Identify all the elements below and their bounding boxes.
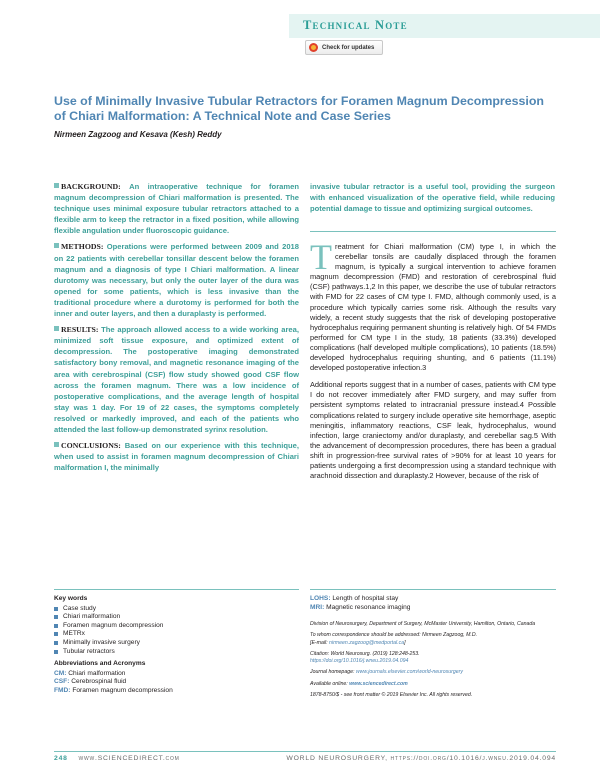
- keyword-text: Minimally invasive surgery: [63, 638, 140, 646]
- keywords-title: Key words: [54, 595, 88, 602]
- bullet-square-icon: [54, 442, 59, 447]
- abbreviation-term: LOHS:: [310, 595, 331, 602]
- keyword-item: [54, 639, 299, 648]
- abbreviation-definition: Magnetic resonance imaging: [326, 603, 411, 611]
- keyword-text: Tubular retractors: [63, 647, 115, 655]
- body-text-column: [310, 237, 556, 488]
- abstract-heading: RESULTS:: [61, 325, 99, 335]
- bullet-square-icon: [54, 624, 58, 628]
- keyword-item: [54, 605, 299, 614]
- citation-text: Citation: World Neurosurg. (2019) 128:248-253.: [310, 650, 420, 657]
- sciencedirect-link[interactable]: www.sciencedirect.com: [349, 680, 408, 687]
- abbreviation-definition: Chiari malformation: [68, 669, 126, 677]
- drop-cap: T: [310, 237, 332, 277]
- abbreviation-item: [54, 687, 299, 696]
- page-footer: [54, 755, 556, 762]
- abbreviation-item: [310, 595, 410, 604]
- keywords-box: [54, 595, 299, 696]
- paragraph-text: reatment for Chiari malformation (CM) type I, in which the cerebellar tonsils are caudally displaced through the foramen magnum, is typically a surgical intervention to achieve foramen magnum decompression (FMD) and restoration of cerebrospinal fluid (CSF) pathways.1,2 In this paper, we describe the use of tubular retractors with FMD for 22 cases of CM type I. FMD, although commonly used, is a procedure which typically carries some risk. Although the results vary widely, a recent study suggests that the risk of developing postoperative hydrocephalus requiring permanent shunting is relatively high. Of 54 FMDs performed for CM type I in the study, 18 patients (33.3%) developed complications (half developed multiple complications), 10 patients (18.5%) developed hydrocephalus requiring shunting, and 6 patients (11.1%) developed postoperative infection.3: [310, 242, 556, 373]
- keyword-item: [54, 630, 299, 639]
- article-meta: [310, 621, 556, 703]
- abbreviation-item: [310, 604, 410, 613]
- abstract-divider: [310, 231, 556, 232]
- meta-divider: [310, 589, 556, 590]
- abbreviation-item: [54, 678, 299, 687]
- correspondence: [310, 632, 556, 647]
- available-online: [310, 681, 556, 688]
- abstract-text: The approach allowed access to a wide working area, minimized soft tissue exposure, and optimized extent of decompression. The postoperative imaging demonstrated satisfactory bony removal, and magnetic resonance imaging of the area with cerebrospinal (CSF) flow study showed good CSF flow across the foramen magnum. There was a low incidence of postoperative complications, and the average length of hospital stay was 1 day. For 19 of 22 cases, the symptoms completely resolved or markedly improved, and each of the patients who attended the last follow-up demonstrated syrinx resolution.: [54, 325, 299, 434]
- abstract-left-column: [54, 181, 299, 478]
- keyword-item: [54, 622, 299, 631]
- abbreviation-definition: Length of hospital stay: [332, 595, 399, 602]
- bullet-square-icon: [54, 641, 58, 645]
- bullet-square-icon: [54, 243, 59, 248]
- bullet-square-icon: [54, 326, 59, 331]
- bullet-square-icon: [54, 607, 58, 611]
- bullet-square-icon: [54, 632, 58, 636]
- homepage-link[interactable]: www.journals.elsevier.com/world-neurosurgery: [355, 669, 463, 676]
- affiliation: Division of Neurosurgery, Department of Surgery, McMaster University, Hamilton, Ontario, Canada: [310, 621, 536, 627]
- abbreviations-title: Abbreviations and Acronyms: [54, 660, 146, 668]
- abstract-continued: invasive tubular retractor is a useful tool, providing the surgeon with enhanced visualization of the operative field, while reducing potential damage to tissue and optimizing surgical outcomes.: [310, 182, 555, 214]
- footer-journal: WORLD NEUROSURGERY, https://doi.org/10.1016/j.wneu.2019.04.094: [286, 755, 556, 762]
- abbreviation-term: MRI:: [310, 603, 325, 611]
- correspondence-text: To whom correspondence should be addressed: Nirmeen Zagzoog, M.D.: [310, 632, 478, 639]
- email-link[interactable]: nirmeen.zagzoog@medportal.ca: [329, 639, 405, 646]
- keyword-text: METRx: [63, 630, 85, 638]
- doi-link[interactable]: https://doi.org/10.1016/j.wneu.2019.04.094: [310, 658, 409, 665]
- email-end: ]: [404, 639, 406, 646]
- keyword-item: [54, 648, 299, 657]
- abstract-results: [54, 324, 299, 435]
- abstract-heading: CONCLUSIONS:: [61, 441, 121, 451]
- body-paragraph-2: Additional reports suggest that in a number of cases, patients with CM type I do not recover immediately after FMD surgery, and may suffer from persistent symptoms related to intracranial pressure instead.4 Possible complications related to surgery include operative site hemorrhage, aseptic meningitis, inflammatory reactions, CSF leak, hydrocephalus, wound infection, large craniectomy and/or duraplasty, and cerebellar sag.5 With the advancement of decompression procedures, there has been a gradual shift in progression-free survival rates of >90% for at least 10 years for patients undergoing a first decompression using a standard technique with arachnoid dissection and duraplasty.2 However, because of the risk of: [310, 380, 556, 481]
- abstract-heading: BACKGROUND:: [61, 182, 121, 191]
- abstract-text: An intraoperative technique for foramen magnum decompression of Chiari malformation is presented. The technique uses minimal exposure tubular retractors attached to a flexible arm to keep the retractor in a fixed position, while allowing flexible angulation under fluoroscopic guidance.: [54, 182, 299, 236]
- abbreviation-term: CSF:: [54, 678, 70, 686]
- body-paragraph-1: [310, 237, 556, 373]
- page-number: 248: [54, 755, 68, 762]
- keyword-text: Chiari malformation: [63, 613, 121, 621]
- abstract-methods: [54, 241, 299, 319]
- section-label-text: Technical Note: [303, 18, 408, 32]
- crossmark-icon: [309, 43, 318, 52]
- abbreviation-definition: Cerebrospinal fluid: [71, 678, 127, 686]
- bullet-square-icon: [54, 615, 58, 619]
- abstract-text: Operations were performed between 2009 and 2018 on 22 patients with cerebellar tonsillar descent below the foramen magnum and a diagnosis of type I Chiari malformation. A linear durotomy was necessary, but only the outer layer of the dura was opened for some patients, which is less invasive than the traditional procedure where a durotomy is performed for both the inner and outer layers, and then a duraplasty is performed.: [54, 242, 299, 319]
- homepage-label: Journal homepage:: [310, 669, 356, 676]
- abstract-heading: METHODS:: [61, 242, 104, 252]
- article-title: Use of Minimally Invasive Tubular Retractors for Foramen Magnum Decompression of Chiari Malformation: A Technical Note and Case Series: [54, 94, 545, 123]
- keyword-text: Case study: [63, 604, 96, 612]
- copyright: 1878-8750/$ - see front matter © 2019 Elsevier Inc. All rights reserved.: [310, 692, 473, 699]
- article-authors: Nirmeen Zagzoog and Kesava (Kesh) Reddy: [54, 130, 222, 139]
- email-label: [E-mail:: [310, 639, 330, 646]
- keyword-item: [54, 613, 299, 622]
- bullet-square-icon: [54, 650, 58, 654]
- abbreviation-item: [54, 670, 299, 679]
- abstract-conclusions: [54, 440, 299, 473]
- section-label: [289, 14, 600, 38]
- abbreviations-right: [310, 595, 410, 612]
- abstract-background: [54, 181, 299, 236]
- bullet-square-icon: [54, 183, 59, 188]
- abbreviation-term: CM:: [54, 669, 67, 677]
- abbreviation-term: FMD:: [54, 686, 71, 694]
- check-for-updates-label: Check for updates: [322, 44, 375, 51]
- abstract-text: Based on our experience with this technique, when used to assist in foramen magnum decompression of Chiari malformation I, the minimally: [54, 441, 299, 473]
- journal-homepage: [310, 669, 556, 676]
- footer-divider: [54, 751, 556, 752]
- citation: [310, 651, 556, 666]
- online-label: Available online:: [310, 680, 350, 687]
- keyword-text: Foramen magnum decompression: [63, 621, 164, 629]
- footer-site-link[interactable]: www.SCIENCEDIRECT.com: [78, 755, 180, 762]
- abbreviation-definition: Foramen magnum decompression: [72, 686, 173, 694]
- keywords-divider: [54, 589, 299, 590]
- check-for-updates-button[interactable]: [305, 40, 383, 55]
